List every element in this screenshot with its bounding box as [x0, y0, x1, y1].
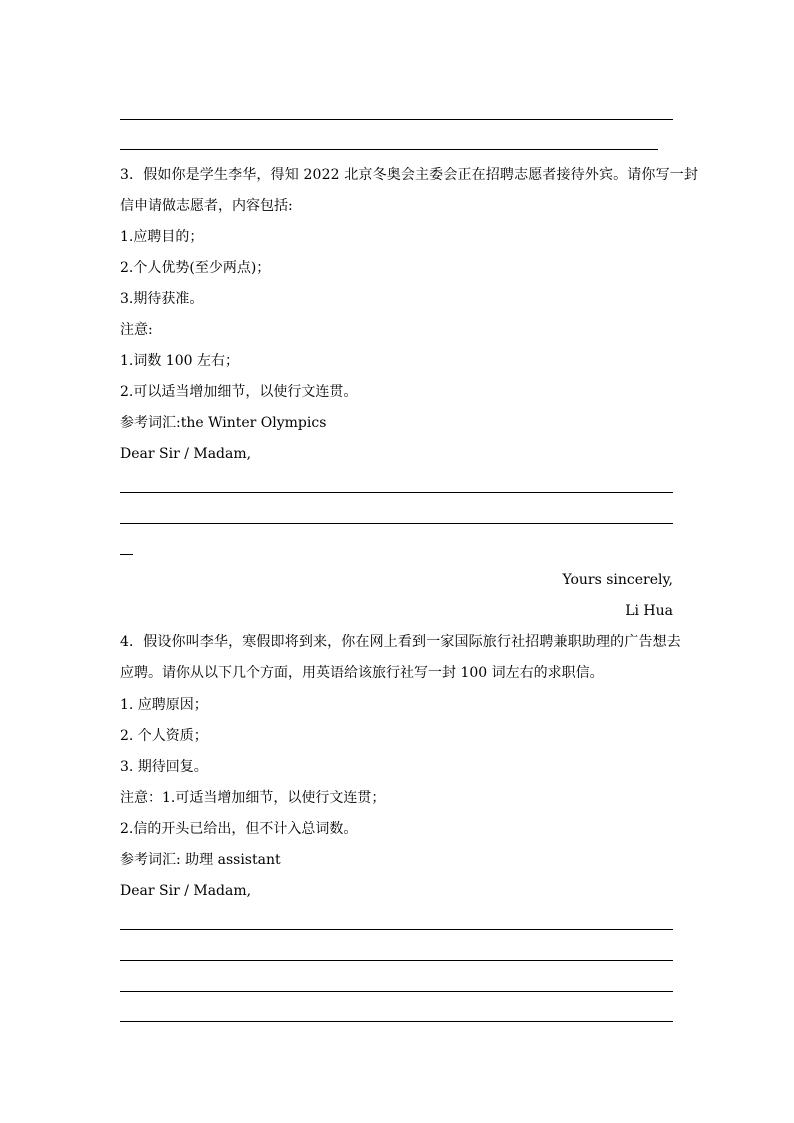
question-3-line-1: 3．假如你是学生李华，得知 2022 北京冬奥会主委会正在招聘志愿者接待外宾。请你写一封: [120, 167, 699, 183]
requirement-2: 2.个人优势(至少两点)；: [120, 260, 271, 276]
answer-line: [120, 523, 673, 524]
letter-greeting: Dear Sir / Madam,: [120, 446, 252, 462]
note-1: 1.词数 100 左右；: [120, 353, 239, 369]
requirement-3: 3. 期待回复。: [120, 759, 208, 775]
requirement-3: 3.期待获准。: [120, 291, 204, 307]
answer-line: [120, 1021, 673, 1022]
requirement-1: 1.应聘目的；: [120, 229, 204, 245]
note-2: 2.可以适当增加细节，以使行文连贯。: [120, 384, 358, 400]
note-2: 2.信的开头已给出，但不计入总词数。: [120, 821, 358, 837]
letter-signature: Li Hua: [625, 603, 673, 619]
question-3-line-2: 信申请做志愿者，内容包括:: [120, 198, 293, 214]
reference-vocabulary: 参考词汇:the Winter Olympics: [120, 415, 327, 431]
answer-line: [120, 960, 673, 961]
note-title: 注意:: [120, 322, 153, 338]
answer-line-short: [120, 554, 133, 555]
answer-line: [120, 929, 673, 930]
letter-greeting: Dear Sir / Madam,: [120, 883, 252, 899]
letter-closing: Yours sincerely,: [562, 572, 673, 588]
reference-vocabulary: 参考词汇: 助理 assistant: [120, 852, 281, 868]
answer-line: [120, 119, 673, 120]
requirement-2: 2. 个人资质；: [120, 728, 208, 744]
question-4-line-2: 应聘。请你从以下几个方面，用英语给该旅行社写一封 100 词左右的求职信。: [120, 665, 604, 681]
answer-line: [120, 492, 673, 493]
note-1: 注意：1.可适当增加细节，以使行文连贯；: [120, 790, 386, 806]
answer-line: [120, 149, 658, 150]
question-4-line-1: 4．假设你叫李华，寒假即将到来，你在网上看到一家国际旅行社招聘兼职助理的广告想去: [120, 634, 681, 650]
answer-line: [120, 991, 673, 992]
requirement-1: 1. 应聘原因；: [120, 697, 208, 713]
